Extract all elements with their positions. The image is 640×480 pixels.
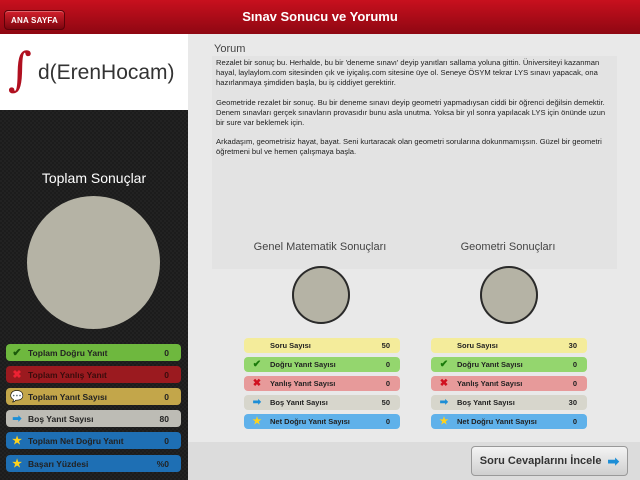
stat-value: 0 — [164, 391, 169, 402]
geometry-results-title: Geometri Sonuçları — [460, 241, 556, 253]
stat-total-answers — [6, 388, 181, 405]
integral-icon: ∫ — [8, 42, 32, 96]
header-bar — [0, 0, 640, 35]
total-results-title: Toplam Sonuçlar — [41, 170, 147, 186]
row-value: 0 — [572, 360, 577, 369]
comment-title: Yorum — [214, 43, 246, 55]
row-value: 50 — [381, 341, 390, 350]
arrow-right-icon: ➡ — [439, 397, 449, 408]
geometry-results-pie — [480, 266, 538, 324]
stat-value: 0 — [164, 369, 169, 380]
comment-box — [212, 56, 617, 269]
geometry-correct-count — [431, 357, 587, 372]
row-value: 0 — [385, 379, 390, 388]
stat-total-correct — [6, 344, 181, 361]
cross-icon: ✖ — [252, 378, 262, 389]
stat-label: Boş Yanıt Sayısı — [28, 413, 94, 424]
row-value: 50 — [381, 398, 390, 407]
geometry-question-count — [431, 338, 587, 353]
review-button-label: Soru Cevaplarını İncele — [479, 455, 602, 467]
math-results-pie — [292, 266, 350, 324]
stat-blank-answers — [6, 410, 181, 427]
arrow-right-icon: ➡ — [607, 452, 620, 469]
math-results-title: Genel Matematik Sonuçları — [253, 241, 387, 253]
row-label: Soru Sayısı — [457, 341, 498, 350]
row-label: Doğru Yanıt Sayısı — [457, 360, 523, 369]
stat-value: 80 — [159, 413, 169, 424]
cross-icon: ✖ — [12, 369, 22, 381]
stat-label: Başarı Yüzdesi — [28, 458, 89, 469]
page-title: Sınav Sonucu ve Yorumu — [242, 9, 398, 24]
row-label: Net Doğru Yanıt Sayısı — [270, 417, 350, 426]
star-icon: ★ — [252, 416, 262, 427]
check-icon: ✔ — [12, 347, 22, 359]
check-icon: ✔ — [439, 359, 449, 370]
stat-value: 0 — [164, 347, 169, 358]
row-value: 0 — [572, 379, 577, 388]
geometry-wrong-count — [431, 376, 587, 391]
row-value: 0 — [385, 417, 390, 426]
row-label: Boş Yanıt Sayısı — [457, 398, 515, 407]
row-label: Net Doğru Yanıt Sayısı — [457, 417, 537, 426]
star-icon: ★ — [12, 435, 22, 447]
math-blank-count — [244, 395, 400, 410]
speech-bubble-icon: 💬 — [10, 391, 24, 403]
sidebar — [0, 34, 188, 480]
logo-text: d(ErenHocam) — [38, 61, 175, 84]
geometry-blank-count — [431, 395, 587, 410]
math-question-count — [244, 338, 400, 353]
logo — [0, 34, 188, 110]
stat-label: Toplam Yanlış Yanıt — [28, 369, 107, 380]
comment-paragraph: Arkadaşım, geometrisiz hayat, bayat. Seni kurtaracak olan geometri sorularına dokunmamışsın. Güzel bir geometri öğretmeni bul ve hemen çalışmaya başla. — [216, 137, 602, 157]
review-answers-button[interactable] — [471, 446, 628, 476]
stat-label: Toplam Doğru Yanıt — [28, 347, 108, 358]
comment-paragraph: Geometride rezalet bir sonuç. Bu bir deneme sınavı deyip geometri yapmadıysan ciddi bir öğrenci değilsin demektir. Denem sınavları gerçek sınavların provasıdır bunu asla unutma. Yoksa bir yıl sonra yapılacak LYS için önünde uzun bir sure var beklemek için. — [216, 97, 606, 128]
star-icon: ★ — [439, 416, 449, 427]
arrow-right-icon: ➡ — [12, 413, 22, 425]
row-label: Yanlış Yanıt Sayısı — [457, 379, 523, 388]
row-label: Doğru Yanıt Sayısı — [270, 360, 336, 369]
comment-paragraph: Rezalet bir sonuç bu. Herhalde, bu bir 'deneme sınavı' deyip yanıtları sallama yoluna gittin. Üniversiteyi kazanman hayal, laylaylom.com sitesinden çık ve iyiçalış.com sitesine üye ol. Seneye ÖSYM tekrar LYS sınavı yapacak, ona hazırlanmaya şimdiden başla, bu iş ciddiyet gerektirir. — [216, 58, 600, 88]
math-wrong-count — [244, 376, 400, 391]
total-results-pie — [27, 196, 160, 329]
row-value: 30 — [568, 341, 577, 350]
row-label: Soru Sayısı — [270, 341, 311, 350]
star-icon: ★ — [12, 458, 22, 470]
home-button[interactable]: ANA SAYFA — [4, 10, 65, 30]
arrow-right-icon: ➡ — [252, 397, 262, 408]
math-net-count — [244, 414, 400, 429]
stat-success-percent — [6, 455, 181, 472]
stat-label: Toplam Net Doğru Yanıt — [28, 435, 124, 446]
geometry-net-count — [431, 414, 587, 429]
check-icon: ✔ — [252, 359, 262, 370]
stat-net-correct — [6, 432, 181, 449]
row-label: Boş Yanıt Sayısı — [270, 398, 328, 407]
stat-value: 0 — [164, 435, 169, 446]
cross-icon: ✖ — [439, 378, 449, 389]
stat-label: Toplam Yanıt Sayısı — [28, 391, 108, 402]
stat-value: %0 — [156, 458, 169, 469]
row-value: 0 — [572, 417, 577, 426]
main-content — [188, 34, 640, 480]
stat-total-wrong — [6, 366, 181, 383]
math-correct-count — [244, 357, 400, 372]
row-value: 30 — [568, 398, 577, 407]
row-label: Yanlış Yanıt Sayısı — [270, 379, 336, 388]
row-value: 0 — [385, 360, 390, 369]
